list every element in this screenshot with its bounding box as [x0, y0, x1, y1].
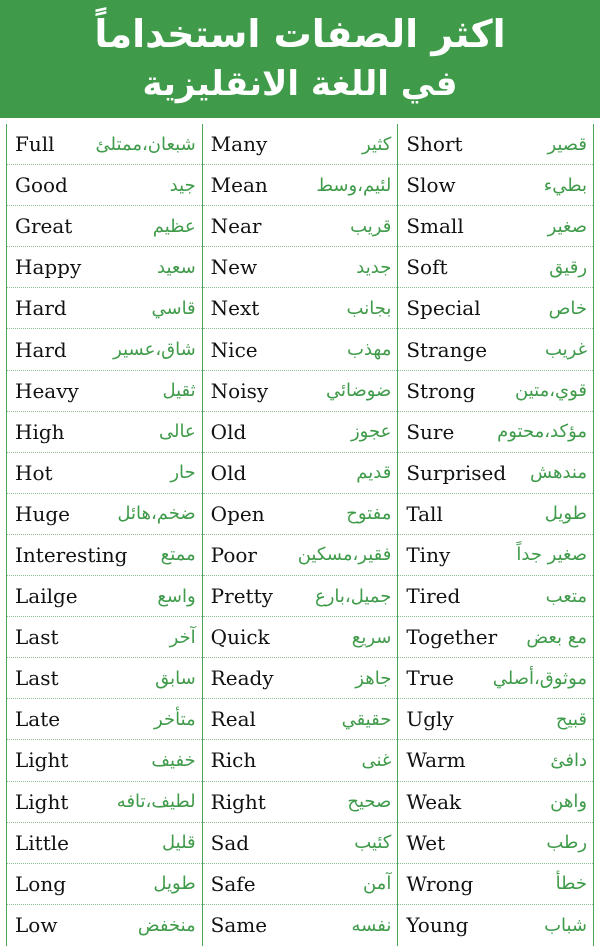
- word-row: [203, 617, 398, 658]
- arabic-translation: قصير: [547, 133, 588, 155]
- english-word: High: [15, 419, 65, 444]
- word-row: [7, 782, 202, 823]
- word-row: [203, 247, 398, 288]
- word-row: [7, 864, 202, 905]
- english-word: Surprised: [406, 460, 507, 485]
- arabic-translation: فقير،مسكين: [297, 544, 392, 566]
- english-word: Low: [15, 913, 58, 938]
- arabic-translation: لئيم،وسط: [316, 174, 392, 196]
- word-row: [203, 288, 398, 329]
- english-word: Long: [15, 871, 67, 896]
- word-row: [398, 412, 593, 453]
- arabic-translation: شباب: [544, 914, 588, 936]
- word-row: [398, 905, 593, 946]
- word-row: [7, 905, 202, 946]
- arabic-translation: صغير: [547, 215, 588, 237]
- title-banner: [0, 0, 600, 118]
- arabic-translation: ممتع: [160, 544, 196, 566]
- english-word: Hard: [15, 296, 67, 321]
- word-row: [203, 658, 398, 699]
- adjectives-table: [6, 124, 594, 946]
- english-word: Wrong: [406, 871, 474, 896]
- word-row: [203, 740, 398, 781]
- word-row: [203, 823, 398, 864]
- word-row: [7, 124, 202, 165]
- arabic-translation: واهن: [550, 791, 588, 813]
- arabic-translation: جاهز: [355, 667, 392, 689]
- word-row: [203, 576, 398, 617]
- arabic-translation: مندهش: [530, 462, 588, 484]
- arabic-translation: خفيف: [151, 749, 196, 771]
- arabic-translation: رقيق: [549, 256, 588, 278]
- word-row: [398, 658, 593, 699]
- word-row: [203, 412, 398, 453]
- arabic-translation: شاق،عسير: [113, 339, 196, 361]
- english-word: Old: [210, 460, 247, 485]
- english-word: Full: [15, 132, 55, 157]
- word-row: [203, 864, 398, 905]
- english-word: Interesting: [15, 542, 128, 567]
- english-word: Short: [406, 132, 463, 157]
- english-word: Together: [406, 625, 498, 650]
- word-row: [398, 699, 593, 740]
- arabic-translation: خطأ: [555, 873, 588, 895]
- english-word: Pretty: [210, 584, 273, 609]
- arabic-translation: لطيف،تافه: [116, 791, 196, 813]
- word-row: [398, 329, 593, 370]
- word-row: [7, 576, 202, 617]
- english-word: Strong: [406, 378, 476, 403]
- word-row: [398, 864, 593, 905]
- english-word: Small: [406, 214, 464, 239]
- english-word: Weak: [406, 789, 462, 814]
- word-row: [203, 206, 398, 247]
- arabic-translation: مفتوح: [346, 503, 392, 525]
- word-row: [203, 782, 398, 823]
- word-row: [398, 124, 593, 165]
- english-word: Many: [210, 132, 268, 157]
- english-word: Quick: [210, 625, 270, 650]
- word-row: [7, 247, 202, 288]
- english-word: Near: [210, 214, 262, 239]
- word-row: [203, 165, 398, 206]
- english-word: Huge: [15, 501, 70, 526]
- arabic-translation: عجوز: [350, 421, 392, 443]
- english-word: Strange: [406, 337, 488, 362]
- english-word: Right: [210, 789, 266, 814]
- english-word: Good: [15, 173, 68, 198]
- word-column: [202, 124, 398, 946]
- arabic-translation: متعب: [545, 585, 588, 607]
- word-row: [398, 740, 593, 781]
- english-word: Poor: [210, 542, 257, 567]
- arabic-translation: سعيد: [157, 256, 196, 278]
- word-row: [203, 494, 398, 535]
- arabic-translation: جميل،بارع: [315, 585, 392, 607]
- arabic-translation: طويل: [544, 503, 588, 525]
- arabic-translation: قريب: [350, 215, 392, 237]
- word-row: [7, 535, 202, 576]
- english-word: Hot: [15, 460, 53, 485]
- arabic-translation: ثقيل: [162, 380, 196, 402]
- arabic-translation: بجانب: [346, 297, 392, 319]
- arabic-translation: بطيء: [543, 174, 588, 196]
- word-row: [7, 453, 202, 494]
- arabic-translation: قاسي: [151, 297, 196, 319]
- arabic-translation: صحيح: [347, 791, 392, 813]
- word-row: [7, 699, 202, 740]
- arabic-translation: شبعان،ممتلئ: [95, 133, 196, 155]
- arabic-translation: حقيقي: [341, 708, 392, 730]
- word-row: [398, 288, 593, 329]
- word-row: [398, 453, 593, 494]
- word-row: [203, 905, 398, 946]
- arabic-translation: جيد: [169, 174, 196, 196]
- arabic-translation: حار: [170, 462, 196, 484]
- english-word: Little: [15, 830, 69, 855]
- english-word: Open: [210, 501, 265, 526]
- arabic-translation: مؤكد،محتوم: [497, 421, 588, 443]
- word-row: [398, 165, 593, 206]
- arabic-translation: سريع: [351, 626, 392, 648]
- english-word: Noisy: [210, 378, 269, 403]
- word-row: [398, 782, 593, 823]
- word-row: [203, 453, 398, 494]
- english-word: Sad: [210, 830, 250, 855]
- english-word: Light: [15, 789, 69, 814]
- english-word: Light: [15, 748, 69, 773]
- word-row: [7, 823, 202, 864]
- english-word: Heavy: [15, 378, 79, 403]
- arabic-translation: موثوق،أصلي: [492, 667, 588, 689]
- word-row: [7, 412, 202, 453]
- arabic-translation: قوي،متين: [515, 380, 588, 402]
- word-row: [7, 617, 202, 658]
- arabic-translation: طويل: [153, 873, 196, 895]
- arabic-translation: غريب: [544, 339, 588, 361]
- english-word: Tired: [406, 584, 461, 609]
- word-row: [398, 371, 593, 412]
- arabic-translation: رطب: [546, 832, 588, 854]
- english-word: New: [210, 255, 258, 280]
- arabic-translation: آخر: [169, 626, 196, 648]
- arabic-translation: نفسه: [351, 914, 392, 936]
- english-word: Wet: [406, 830, 446, 855]
- word-row: [398, 494, 593, 535]
- word-row: [398, 206, 593, 247]
- title-line-2: في اللغة الانقليزية: [142, 64, 458, 104]
- arabic-translation: خاص: [548, 297, 588, 319]
- word-row: [7, 206, 202, 247]
- english-word: Lailge: [15, 584, 78, 609]
- arabic-translation: جديد: [356, 256, 392, 278]
- arabic-translation: قليل: [162, 832, 196, 854]
- word-row: [7, 740, 202, 781]
- arabic-translation: مع بعض: [526, 626, 588, 648]
- english-word: Safe: [210, 871, 256, 896]
- english-word: Tall: [406, 501, 443, 526]
- arabic-translation: واسع: [157, 585, 196, 607]
- english-word: Real: [210, 707, 256, 732]
- english-word: Soft: [406, 255, 448, 280]
- word-row: [203, 699, 398, 740]
- english-word: Rich: [210, 748, 257, 773]
- english-word: Mean: [210, 173, 268, 198]
- arabic-translation: صغير جداً: [516, 544, 588, 566]
- arabic-translation: كثير: [361, 133, 392, 155]
- word-row: [7, 288, 202, 329]
- word-row: [398, 247, 593, 288]
- english-word: True: [406, 666, 454, 691]
- english-word: Nice: [210, 337, 258, 362]
- arabic-translation: قبيح: [555, 708, 588, 730]
- english-word: Last: [15, 625, 59, 650]
- english-word: Ready: [210, 666, 274, 691]
- english-word: Old: [210, 419, 247, 444]
- english-word: Tiny: [406, 542, 451, 567]
- word-row: [398, 535, 593, 576]
- english-word: Hard: [15, 337, 67, 362]
- arabic-translation: ضوضائي: [325, 380, 392, 402]
- arabic-translation: غنى: [361, 749, 392, 771]
- english-word: Special: [406, 296, 481, 321]
- arabic-translation: مهذب: [347, 339, 392, 361]
- english-word: Same: [210, 913, 268, 938]
- word-row: [398, 823, 593, 864]
- english-word: Slow: [406, 173, 456, 198]
- english-word: Ugly: [406, 707, 454, 732]
- word-row: [7, 658, 202, 699]
- arabic-translation: ضخم،هائل: [117, 503, 196, 525]
- word-row: [203, 124, 398, 165]
- arabic-translation: قديم: [356, 462, 392, 484]
- english-word: Last: [15, 666, 59, 691]
- arabic-translation: عظيم: [152, 215, 196, 237]
- word-row: [7, 371, 202, 412]
- arabic-translation: منخفض: [137, 914, 196, 936]
- word-row: [398, 576, 593, 617]
- word-row: [398, 617, 593, 658]
- english-word: Great: [15, 214, 73, 239]
- word-row: [203, 371, 398, 412]
- arabic-translation: متأخر: [154, 708, 196, 730]
- title-line-1: اكثر الصفات استخداماً: [94, 12, 506, 56]
- arabic-translation: سابق: [155, 667, 196, 689]
- word-column: [7, 124, 202, 946]
- word-row: [7, 494, 202, 535]
- english-word: Sure: [406, 419, 455, 444]
- word-row: [7, 329, 202, 370]
- arabic-translation: آمن: [362, 873, 392, 895]
- english-word: Warm: [406, 748, 466, 773]
- word-row: [203, 329, 398, 370]
- arabic-translation: كئيب: [354, 832, 392, 854]
- arabic-translation: دافئ: [550, 749, 588, 771]
- word-row: [203, 535, 398, 576]
- english-word: Happy: [15, 255, 82, 280]
- arabic-translation: عالى: [158, 421, 196, 443]
- word-row: [7, 165, 202, 206]
- english-word: Next: [210, 296, 260, 321]
- english-word: Young: [406, 913, 469, 938]
- english-word: Late: [15, 707, 61, 732]
- word-column: [397, 124, 593, 946]
